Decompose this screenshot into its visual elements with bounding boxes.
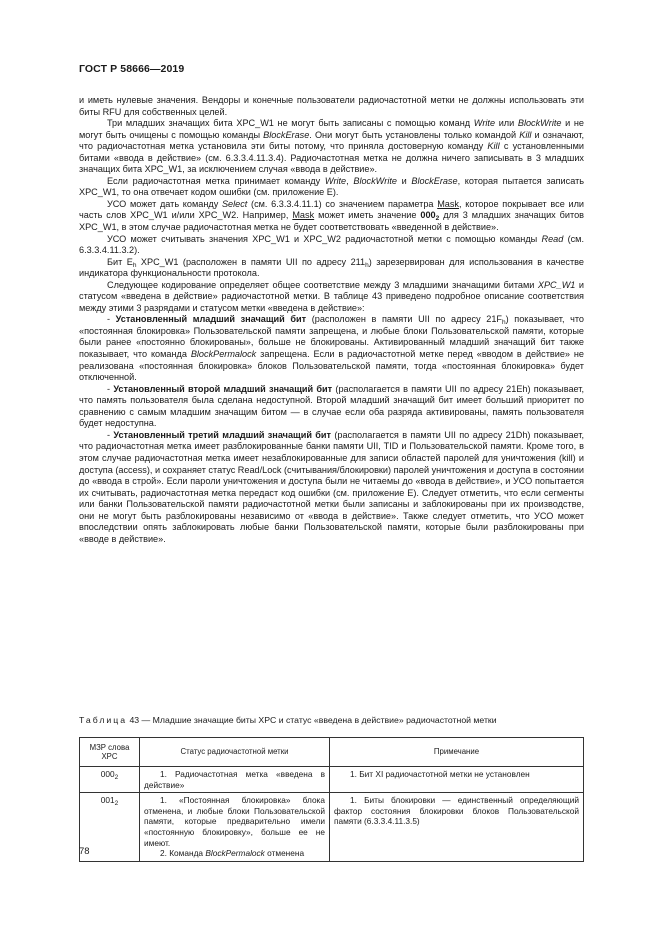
text-run: , которое покрывает все или часть слов XPC_W1 и/или XPC_W2. Например,	[79, 198, 584, 221]
text-run: (см. 6.3.3.4.11.1) со значением параметра	[247, 198, 438, 209]
list-dash: -	[107, 429, 114, 440]
command-name: BlockWrite	[517, 118, 562, 129]
text-run: УСО может дать команду	[107, 198, 222, 209]
parameter-name: Mask	[292, 210, 315, 221]
code-value: 000	[100, 769, 115, 779]
paragraph-4	[79, 199, 584, 234]
text-run: и не могут быть очищены с помощью команды	[79, 118, 584, 140]
text-run: (располагается в памяти UII по адресу 21Dh) показывает, что радиочастотная метка имеет разблокированные банки памяти UII, TID и Пользовательской памяти. Кроме того, в этом случае радиочастотная метка имеет незаблокированные для записи областей паролей для уничтожения (kill) и доступа (access), и сохраняет статус Read/Lock (считывания/блокировки) паролей уничтожения и доступа в состоянии до «ввода в строй». Если пароли уничтожения и доступа были не читаемы до «ввода в действие», и УСО попытается их считывать, радиочастотная метка передаст код ошибки (см. приложение Е). Следует отметить, что если сегменты или банки Пользовательской памяти радиочастотной метки были записаны и заблокированы при их производстве, они не могут быть разблокированы независимо от «ввода в действие». Также следует отметить, что УСО может впоследствии опять заблокировать любые банки Пользовательской памяти, которые были разблокированы при «вводе в действие».	[79, 429, 584, 544]
text-run: ) показывает, что «постоянная блокировка» Пользовательской памяти запрещена, и любые блоки Пользовательской памяти, которые были ранее «постоянно блокированы», больше не блокированы. Активированный младший значащий бит также показывает, что команда	[79, 314, 585, 360]
cell-note	[330, 767, 584, 793]
text-run: (расположен в памяти UII по адресу 21F	[306, 314, 502, 325]
cell-note	[330, 793, 584, 862]
text-run: с установленными битами «ввода в действие» (см. 6.3.3.4.11.3.4). Радиочастотная метка не должна ничего записывать в 3 младших значащих бита XPC_W1, за исключением случая «ввода в действие».	[79, 141, 584, 175]
text-run: 2. Команда	[160, 848, 206, 859]
document-header: ГОСТ Р 58666—2019	[79, 63, 185, 75]
text-run: ) зарезервирован для использования в качестве индикатора функциональности протокола.	[79, 256, 584, 279]
paragraph-10	[79, 430, 584, 545]
subscript: 2	[114, 800, 119, 808]
command-name: Kill	[519, 129, 532, 140]
text-run: , которая пытается записать XPC_W1, то она отвечает кодом ошибки (см. приложение Е).	[79, 175, 585, 198]
cell-status	[140, 767, 330, 793]
text-run: XPC_W1 (расположен в памяти UII по адресу 211	[136, 256, 366, 267]
paragraph-7	[79, 280, 584, 315]
text-run: отменена	[264, 848, 305, 859]
subscript: h	[132, 261, 137, 269]
text-run: (см. 6.3.3.4.11.3.2).	[79, 233, 584, 256]
body-text	[79, 95, 584, 545]
text-run: Если радиочастотная метка принимает команду	[107, 175, 325, 186]
command-name: Kill	[487, 141, 500, 152]
paragraph-6	[79, 257, 584, 280]
text-run: Следующее кодирование определяет общее соответствие между 3 младшими значащими битами	[107, 279, 538, 290]
cell-code	[80, 767, 140, 793]
subscript: 2	[114, 774, 119, 781]
paragraph-9	[79, 384, 584, 430]
command-name: Write	[324, 175, 347, 186]
bold-term: Установленный младший значащий бит	[115, 314, 307, 325]
table-caption	[79, 715, 584, 725]
command-name: BlockWrite	[353, 175, 397, 186]
paragraph-2	[79, 118, 584, 176]
text-run: и	[396, 175, 412, 186]
command-name: BlockErase	[411, 175, 458, 186]
cell-status	[140, 793, 330, 862]
text-run: УСО может считывать значения XPC_W1 и XPC_W2 радиочастотной метки с помощью команды	[107, 233, 542, 244]
header-note: Примечание	[330, 738, 584, 767]
table-header-row	[80, 738, 584, 767]
text-run: и статусом «введена в действие» радиочастотной метки. В таблице 43 приведено подробное описание соответствия между этими 3 разрядами и статусом метки «введена в действие»:	[79, 279, 584, 313]
text-run: может иметь значение	[314, 210, 421, 221]
subscript: h	[502, 319, 506, 327]
text-run: (располагается в памяти UII по адресу 21Eh) показывает, что память пользователя была сделана недоступной. Второй младший значащий бит имеет больший приоритет по сравнению с самым младшим значащим битом — в случае если оба разряда активированы, память пользователя будет недоступна.	[79, 383, 585, 429]
text-run: или	[495, 118, 518, 129]
header-xpc-bits: МЗР слова XPC	[80, 738, 140, 767]
bold-term: Установленный третий младший значащий бит	[113, 429, 332, 440]
text-run: для 3 младших значащих битов XPC_W1, в этом случае радиочастотная метка не будет соответствовать «введенной в действие».	[79, 210, 585, 233]
paragraph-1: и иметь нулевые значения. Вендоры и конечные пользователи радиочастотной метки не должны использовать эти биты RFU для собственных целей.	[79, 95, 584, 117]
command-name: Write	[473, 118, 496, 129]
paragraph-8	[79, 314, 584, 383]
status-text: 1. «Постоянная блокировка» блока отменена, и любые блоки Пользовательской памяти, которые предварительно имели «постоянную блокировку», больше ее не имеют.	[144, 795, 325, 848]
text-run: Бит E	[107, 256, 133, 267]
page-number: 78	[79, 846, 90, 857]
note-text: 1. Биты блокировки — единственный определяющий фактор состояния блокировки блоков Пользовательской памяти (6.3.3.4.11.3.5)	[334, 795, 579, 827]
text-run: Три младших значащих бита XPC_W1 не могут быть записаны с помощью команд	[107, 118, 474, 129]
caption-text: 43 — Младшие значащие биты XPC и статус «введена в действие» радиочастотной метки	[127, 715, 497, 725]
subscript: h	[365, 261, 369, 269]
code-value: 001	[100, 795, 115, 806]
paragraph-3	[79, 176, 584, 199]
table-row	[80, 793, 584, 862]
header-status: Статус радиочастотной метки	[140, 738, 330, 767]
command-name: BlockPermalock	[205, 848, 265, 859]
paragraph-5	[79, 234, 584, 257]
command-name: BlockErase	[263, 129, 310, 140]
text-run: . Они могут быть установлены только командой	[309, 129, 520, 140]
binary-value: 000	[420, 210, 436, 221]
table-row	[80, 767, 584, 793]
text-run: и означают, что радиочастотная метка установила эти биты потому, что приняла достоверную команду	[79, 129, 584, 152]
caption-prefix: Таблица	[79, 715, 128, 725]
text-run: запрещена. Если в радиочастотной метке перед «вводом в действие» не реализована «постоянная блокировка» блоков Пользовательской памяти, тогда «постоянная блокировка» будет отключенной.	[79, 349, 584, 383]
parameter-name: Mask	[437, 198, 459, 209]
list-dash: -	[107, 314, 116, 325]
list-dash: -	[107, 383, 114, 394]
command-name: Select	[221, 198, 248, 209]
command-name: BlockPermalock	[190, 349, 257, 360]
status-text	[144, 848, 325, 859]
field-name: XPC_W1	[537, 279, 576, 290]
subscript: 2	[435, 215, 440, 223]
bold-term: Установленный второй младший значащий бит	[113, 383, 333, 394]
table-43	[79, 737, 584, 862]
status-text: 1. Радиочастотная метка «введена в действие»	[144, 769, 325, 790]
command-name: Read	[541, 233, 564, 244]
text-run: ,	[346, 175, 354, 186]
note-text: 1. Бит XI радиочастотной метки не установлен	[350, 769, 530, 779]
